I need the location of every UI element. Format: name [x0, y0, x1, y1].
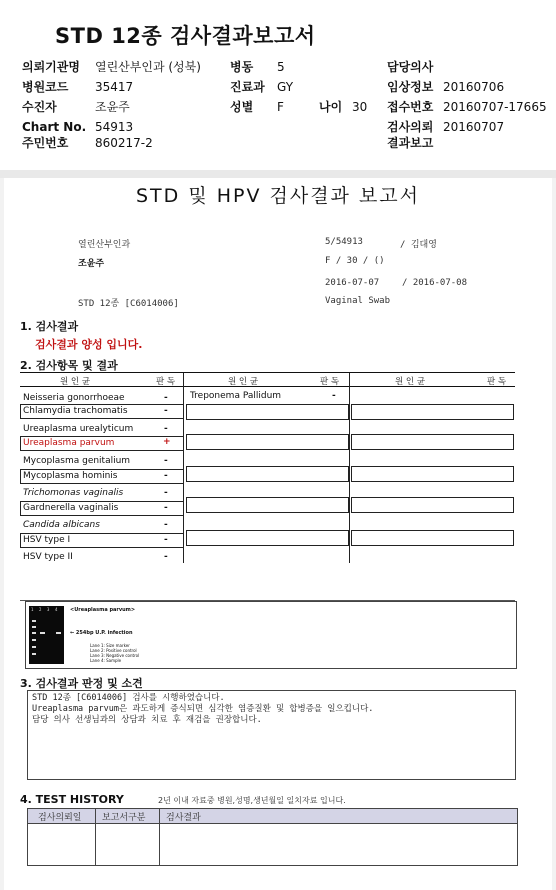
history-col-divider	[159, 809, 160, 865]
organism-trichomonas: Trichomonas vaginalis	[23, 488, 124, 498]
col2-organism-header: 원 인 균	[228, 377, 259, 387]
opinion-text	[32, 693, 373, 726]
page-divider	[0, 170, 556, 178]
history-note: 2년 이내 자료중 병원,성명,생년월일 일치자료 입니다.	[158, 796, 346, 805]
gel-box-top-rule	[20, 600, 515, 601]
empty-cell	[351, 530, 514, 546]
history-col-result: 검사결과	[166, 813, 201, 823]
organism-ureaplasma-urealyticum: Ureaplasma urealyticum	[23, 424, 134, 434]
header-sex-age: F / 30 / ()	[325, 256, 385, 266]
header-date-to: / 2016-07-08	[402, 278, 468, 288]
gel-legend-item: Lane 4: Sample	[90, 658, 122, 663]
gel-title: <Ureaplasma parvum>	[70, 607, 136, 613]
judge-ureaplasma-parvum: +	[163, 437, 171, 447]
judge-gardnerella: -	[164, 503, 168, 513]
value-chart-no: 54913	[95, 120, 134, 134]
gel-marker-label: ← 254bp U.P. infection	[70, 630, 133, 636]
table-header-border	[20, 386, 515, 387]
label-department: 진료과	[230, 80, 265, 94]
value-receipt-no: 20160707-17665	[443, 100, 547, 114]
organism-hsv-1: HSV type I	[20, 533, 184, 548]
organism-mycoplasma-hominis: Mycoplasma hominis	[20, 469, 184, 484]
value-age: 30	[352, 100, 368, 114]
label-doctor: 담당의사	[387, 60, 434, 74]
judge-neisseria: -	[164, 393, 168, 403]
label-receipt-no: 접수번호	[387, 100, 434, 114]
judge-hsv-2: -	[164, 552, 168, 562]
header-patient: 조윤주	[78, 259, 105, 269]
judge-treponema: -	[332, 391, 336, 401]
empty-cell	[186, 434, 349, 450]
header-date-from: 2016-07-07	[325, 278, 380, 288]
value-test-request: 20160707	[443, 120, 505, 134]
report-title: STD 및 HPV 검사결과 보고서	[135, 185, 421, 207]
opinion-line: 담당 의사 선생님과의 상담과 치료 후 재검을 권장합니다.	[32, 715, 262, 725]
empty-cell	[351, 434, 514, 450]
organism-gardnerella: Gardnerella vaginalis	[20, 501, 184, 516]
label-sex: 성별	[230, 100, 254, 114]
header-test-name: STD 12종 [C6014006]	[78, 299, 179, 309]
empty-cell	[186, 530, 349, 546]
col3-judge-header: 판 독	[487, 377, 507, 387]
organism-candida: Candida albicans	[23, 520, 100, 530]
judge-trichomonas: -	[164, 488, 168, 498]
value-referring-institution: 열린산부인과 (성북)	[95, 60, 201, 74]
history-col-report-type: 보고서구분	[102, 813, 146, 823]
label-patient: 수진자	[22, 100, 57, 114]
label-result-report: 결과보고	[387, 136, 434, 150]
lane-label-3: 3	[47, 607, 50, 612]
summary-title: STD 12종 검사결과보고서	[55, 24, 316, 48]
history-table-header	[28, 809, 517, 824]
opinion-line: Ureaplasma parvum은 과도하게 증식되면 심각한 염증질환 및 합병증을 일으킵니다.	[32, 704, 374, 714]
gel-legend	[90, 643, 139, 663]
section2-title: 2. 검사항목 및 결과	[20, 359, 118, 372]
section4-title: 4. TEST HISTORY	[20, 793, 124, 806]
section1-title: 1. 검사결과	[20, 320, 79, 333]
empty-cell	[186, 497, 349, 513]
lane-label-1: 1	[31, 607, 34, 612]
judge-hsv-1: -	[164, 535, 168, 545]
opinion-line: STD 12종 [C6014006] 검사를 시행하였습니다.	[32, 693, 225, 703]
col1-organism-header: 원 인 균	[60, 377, 91, 387]
judge-chlamydia: -	[164, 406, 168, 416]
organism-ureaplasma-parvum: Ureaplasma parvum	[20, 436, 184, 451]
history-table	[27, 808, 518, 866]
label-age: 나이	[319, 100, 343, 114]
col3-organism-header: 원 인 균	[395, 377, 426, 387]
header-clinic: 열린산부인과	[78, 240, 131, 250]
value-patient: 조윤주	[95, 100, 130, 114]
section1-result: 검사결과 양성 입니다.	[35, 338, 143, 351]
value-sex: F	[277, 100, 284, 114]
value-ward: 5	[277, 60, 285, 74]
table-top-border	[20, 372, 515, 373]
judge-mycoplasma-genitalium: -	[164, 456, 168, 466]
value-clinical-info: 20160706	[443, 80, 505, 94]
label-chart-no: Chart No.	[22, 120, 87, 134]
header-specimen: Vaginal Swab	[325, 296, 391, 306]
judge-candida: -	[164, 520, 168, 530]
col2-judge-header: 판 독	[320, 377, 340, 387]
header-doctor: / 김대영	[400, 240, 437, 250]
label-ward: 병동	[230, 60, 254, 74]
organism-chlamydia: Chlamydia trachomatis	[20, 404, 184, 419]
gel-legend-item: Lane 3: Negative control	[90, 653, 140, 658]
value-hospital-code: 35417	[95, 80, 134, 94]
lane-label-4: 4	[55, 607, 58, 612]
empty-cell	[351, 404, 514, 420]
summary-report	[0, 0, 556, 170]
header-code: 5/54913	[325, 237, 363, 247]
label-test-request: 검사의뢰	[387, 120, 434, 134]
col1-judge-header: 판 독	[156, 377, 176, 387]
judge-mycoplasma-hominis: -	[164, 471, 168, 481]
empty-cell	[351, 466, 514, 482]
column-divider-2	[349, 373, 350, 563]
label-clinical-info: 임상정보	[387, 80, 434, 94]
gel-legend-item: Lane 1: Size marker	[90, 643, 130, 648]
gel-electrophoresis-image	[29, 606, 64, 664]
label-resident-no: 주민번호	[22, 136, 69, 150]
label-hospital-code: 병원코드	[22, 80, 69, 94]
organism-treponema: Treponema Pallidum	[190, 391, 282, 401]
label-referring-institution: 의뢰기관명	[22, 60, 80, 74]
organism-neisseria: Neisseria gonorrhoeae	[23, 393, 125, 403]
judge-ureaplasma-urealyticum: -	[164, 424, 168, 434]
organism-hsv-2: HSV type II	[23, 552, 73, 562]
empty-cell	[351, 497, 514, 513]
empty-cell	[186, 466, 349, 482]
value-resident-no: 860217-2	[95, 136, 153, 150]
value-department: GY	[277, 80, 294, 94]
section3-title: 3. 검사결과 판정 및 소견	[20, 677, 143, 690]
history-col-divider	[95, 809, 96, 865]
empty-cell	[186, 404, 349, 420]
gel-legend-item: Lane 2: Positive control	[90, 648, 137, 653]
lane-label-2: 2	[39, 607, 42, 612]
history-col-request-date: 검사의뢰일	[38, 813, 82, 823]
organism-mycoplasma-genitalium: Mycoplasma genitalium	[23, 456, 131, 466]
